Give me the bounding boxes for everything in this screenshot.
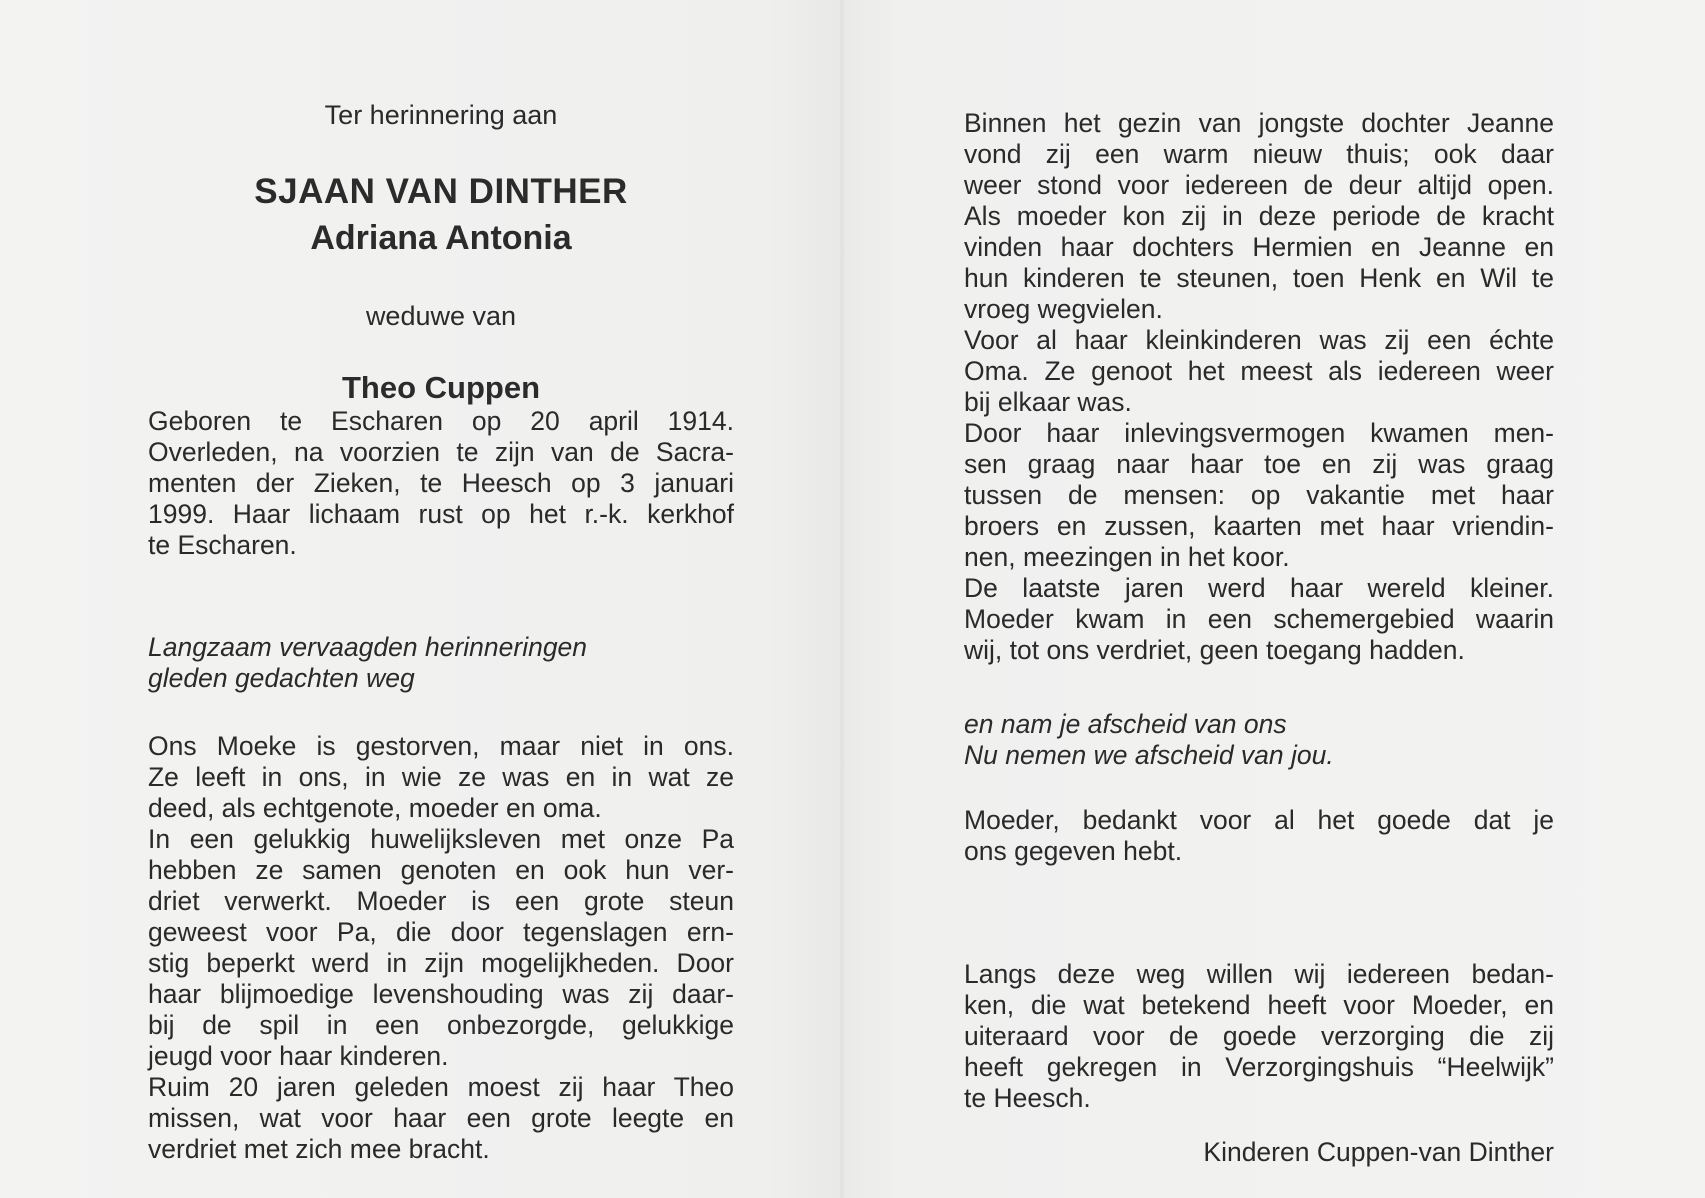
text-line: Ruim 20 jaren geleden moest zij haar Theo (148, 1072, 734, 1102)
text-line: wij, tot ons verdriet, geen toegang hadden. (964, 635, 1465, 665)
poem-line: Nu nemen we afscheid van jou. (964, 740, 1334, 770)
text-line: bij de spil in een onbezorgde, gelukkige (148, 1010, 734, 1040)
poem-line: Langzaam vervaagden herinneringen (148, 632, 588, 662)
card-fold (839, 0, 845, 1198)
text-line: Langs deze weg willen wij iedereen bedan- (964, 959, 1554, 989)
text-line: hun kinderen te steunen, toen Henk en Wil te (964, 263, 1554, 293)
text-line: bij elkaar was. (964, 387, 1132, 417)
intro-text: Ter herinnering aan (324, 100, 558, 130)
family-signature: Kinderen Cuppen-van Dinther (1203, 1137, 1554, 1167)
text-line: vinden haar dochters Hermien en Jeanne en (964, 232, 1554, 262)
poem-right (964, 709, 1554, 771)
text-line: vroeg wegvielen. (964, 294, 1163, 324)
birth-death-paragraph (148, 406, 734, 561)
text-line: 1999. Haar lichaam rust op het r.-k. kerkhof (148, 499, 734, 529)
text-line: Voor al haar kleinkinderen was zij een échte (964, 325, 1554, 355)
widow-of-text: weduwe van (365, 301, 517, 331)
text-line: uiteraard voor de goede verzorging die zij (964, 1021, 1554, 1051)
poem-line: en nam je afscheid van ons (964, 709, 1287, 739)
text-line: Geboren te Escharen op 20 april 1914. (148, 406, 734, 436)
text-line: weer stond voor iedereen de deur altijd open. (964, 170, 1554, 200)
text-line: broers en zussen, kaarten met haar vriendin- (964, 511, 1554, 541)
text-line: te Heesch. (964, 1083, 1091, 1113)
text-line: Door haar inlevingsvermogen kwamen men- (964, 418, 1554, 448)
story-right (964, 108, 1554, 666)
text-line: Moeder, bedankt voor al het goede dat je (964, 805, 1554, 835)
text-line: Ons Moeke is gestorven, maar niet in ons. (148, 731, 734, 761)
text-line: te Escharen. (148, 530, 297, 560)
text-line: Overleden, na voorzien te zijn van de Sacra- (148, 437, 734, 467)
text-line: driet verwerkt. Moeder is een grote steun (148, 886, 734, 916)
text-line: De laatste jaren werd haar wereld kleiner. (964, 573, 1554, 603)
text-line: missen, wat voor haar een grote leegte en (148, 1103, 734, 1133)
text-line: In een gelukkig huwelijksleven met onze Pa (148, 824, 734, 854)
deceased-name: SJAAN VAN DINTHER (254, 172, 628, 211)
thanks-paragraph (964, 805, 1554, 867)
gratitude-paragraph (964, 959, 1554, 1114)
text-line: verdriet met zich mee bracht. (148, 1134, 490, 1164)
text-line: heeft gekregen in Verzorgingshuis “Heelwijk” (964, 1052, 1554, 1082)
text-line: stig beperkt werd in zijn mogelijkheden. Door (148, 948, 734, 978)
text-line: Binnen het gezin van jongste dochter Jeanne (964, 108, 1554, 138)
text-line: vond zij een warm nieuw thuis; ook daar (964, 139, 1554, 169)
text-line: sen graag naar haar toe en zij was graag (964, 449, 1554, 479)
text-line: tussen de mensen: op vakantie met haar (964, 480, 1554, 510)
text-line: ons gegeven hebt. (964, 836, 1183, 866)
text-line: nen, meezingen in het koor. (964, 542, 1290, 572)
deceased-given-names: Adriana Antonia (310, 219, 572, 257)
poem-line: gleden gedachten weg (148, 663, 415, 693)
spouse-name: Theo Cuppen (341, 370, 541, 405)
text-line: Moeder kwam in een schemergebied waarin (964, 604, 1554, 634)
poem-left (148, 632, 734, 694)
text-line: jeugd voor haar kinderen. (148, 1041, 449, 1071)
story-left (148, 731, 734, 1165)
text-line: haar blijmoedige levenshouding was zij daar- (148, 979, 734, 1009)
text-line: ken, die wat betekend heeft voor Moeder, en (964, 990, 1554, 1020)
text-line: deed, als echtgenote, moeder en oma. (148, 793, 602, 823)
text-line: Als moeder kon zij in deze periode de kracht (964, 201, 1554, 231)
text-line: Ze leeft in ons, in wie ze was en in wat ze (148, 762, 734, 792)
text-line: hebben ze samen genoten en ook hun ver- (148, 855, 734, 885)
text-line: geweest voor Pa, die door tegenslagen ern- (148, 917, 734, 947)
text-line: Oma. Ze genoot het meest als iedereen weer (964, 356, 1554, 386)
text-line: menten der Zieken, te Heesch op 3 januari (148, 468, 734, 498)
